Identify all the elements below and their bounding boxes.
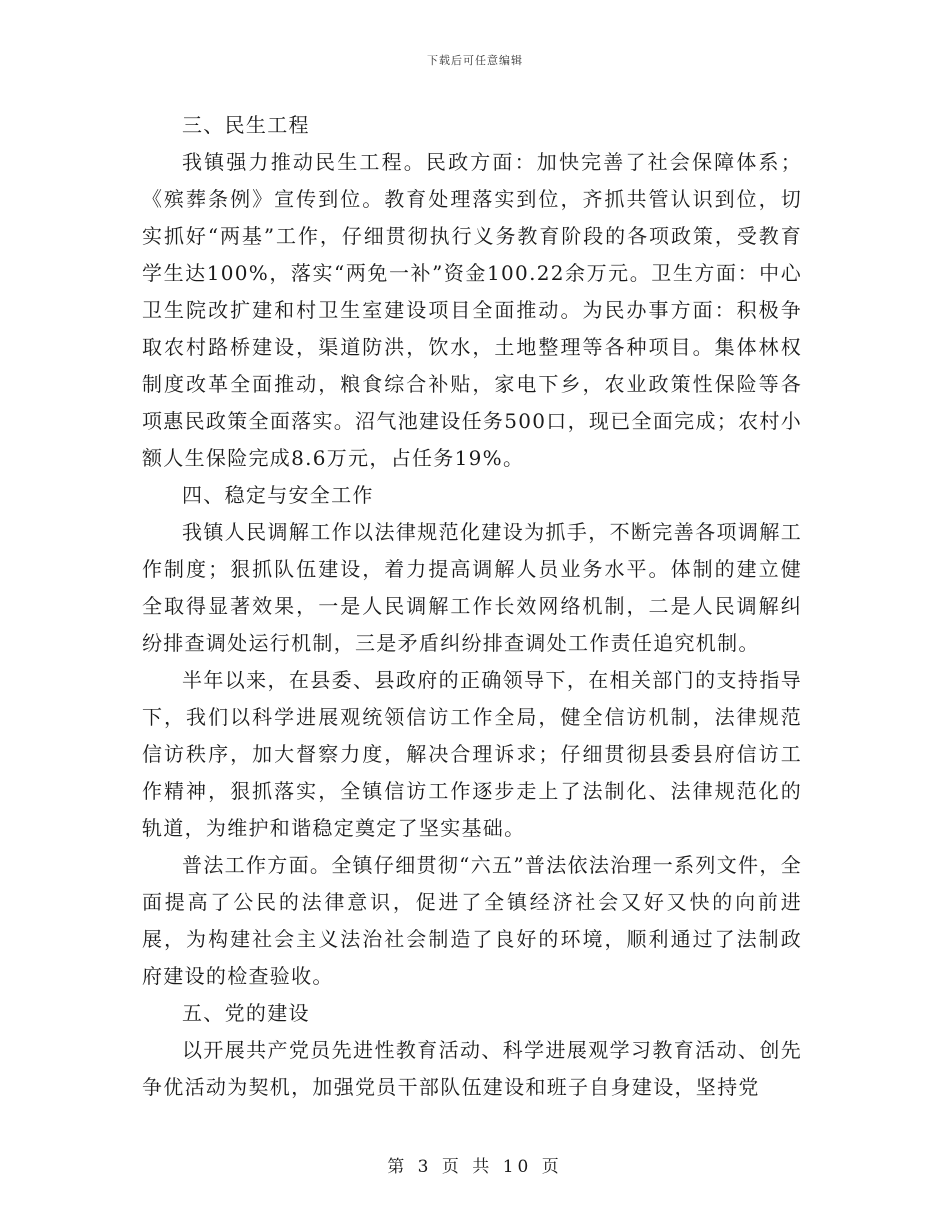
paragraph-livelihood: 我镇强力推动民生工程。民政方面：加快完善了社会保障体系；《殡葬条例》宣传到位。教育处理落实到位，齐抓共管认识到位，切实抓好“两基”工作，仔细贯彻执行义务教育阶段的各项政策，受教育学生达100%，落实“两免一补”资金100.22余万元。卫生方面：中心卫生院改扩建和村卫生室建设项目全面推动。为民办事方面：积极争取农村路桥建设，渠道防洪，饮水，土地整理等各种项目。集体林权制度改革全面推动，粮食综合补贴，家电下乡，农业政策性保险等各项惠民政策全面落实。沼气池建设任务500口，现已全面完成；农村小额人生保险完成8.6万元，占任务19%。 <box>142 150 802 470</box>
paragraph-legal-education: 普法工作方面。全镇仔细贯彻“六五”普法依法治理一系列文件，全面提高了公民的法律意识，促进了全镇经济社会又好又快的向前进展，为构建社会主义法治社会制造了良好的环境，顺利通过了法制政府建设的检查验收。 <box>142 853 802 988</box>
section-heading-stability: 四、稳定与安全工作 <box>182 483 374 507</box>
section-heading-party: 五、党的建设 <box>182 1001 310 1025</box>
page-header: 下载后可任意编辑 <box>427 54 523 67</box>
paragraph-petition: 半年以来，在县委、县政府的正确领导下，在相关部门的支持指导下，我们以科学进展观统领信访工作全局，健全信访机制，法律规范信访秩序，加大督察力度，解决合理诉求；仔细贯彻县委县府信访工作精神，狠抓落实，全镇信访工作逐步走上了法制化、法律规范化的轨道，为维护和谐稳定奠定了坚实基础。 <box>142 668 802 840</box>
paragraph-party: 以开展共产党员先进性教育活动、科学进展观学习教育活动、创先争优活动为契机，加强党员干部队伍建设和班子自身建设，坚持党 <box>142 1038 802 1099</box>
paragraph-mediation: 我镇人民调解工作以法律规范化建设为抓手，不断完善各项调解工作制度；狠抓队伍建设，着力提高调解人员业务水平。体制的建立健全取得显著效果，一是人民调解工作长效网络机制，二是人民调解纠纷排查调处运行机制，三是矛盾纠纷排查调处工作责任追究机制。 <box>142 520 802 655</box>
section-heading-livelihood: 三、民生工程 <box>182 113 310 137</box>
document-body <box>142 107 802 1106</box>
page-number: 第 3 页 共 10 页 <box>387 1157 563 1177</box>
